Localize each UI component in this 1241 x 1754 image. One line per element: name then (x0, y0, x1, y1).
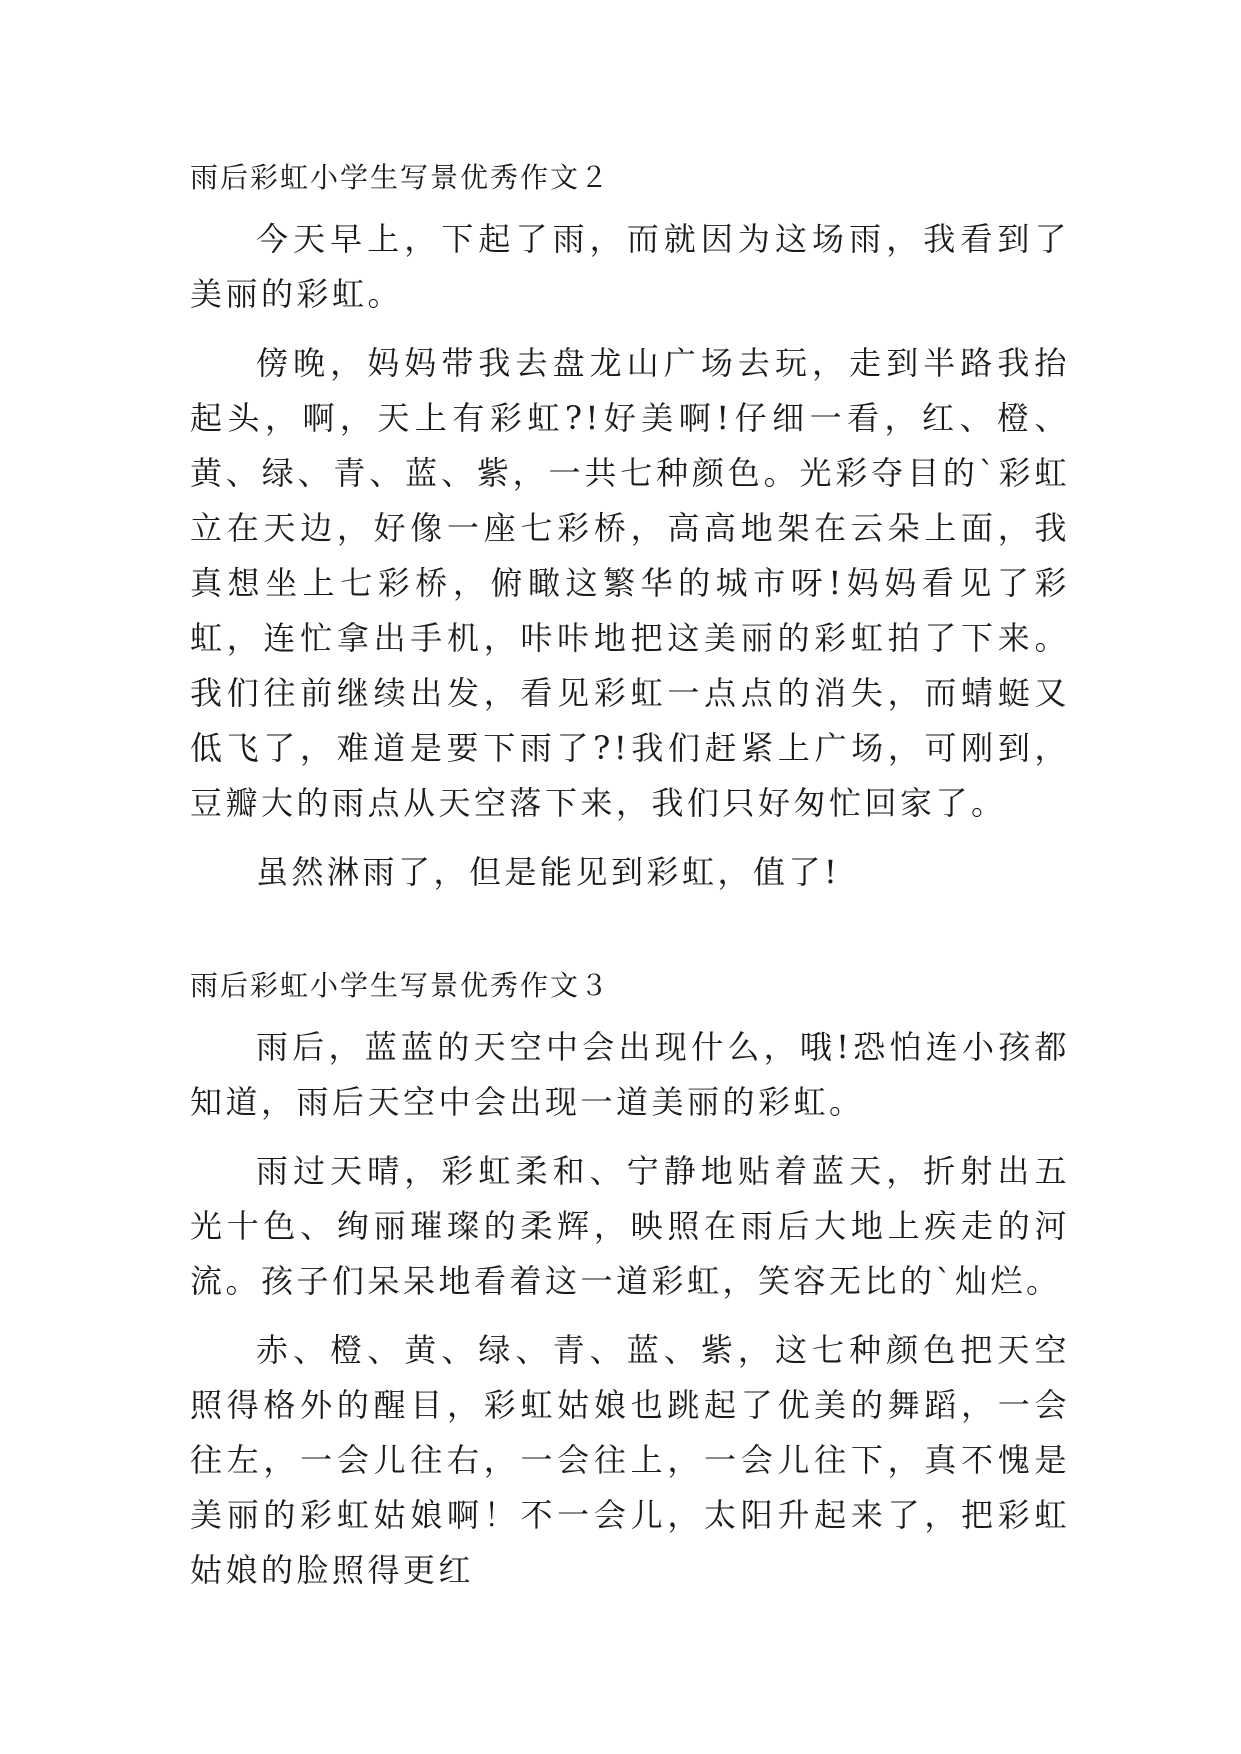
essay-section-2 (190, 158, 1070, 900)
essay-paragraph: 傍晚，妈妈带我去盘龙山广场去玩，走到半路我抬起头，啊，天上有彩虹?!好美啊!仔细一看，红、橙、黄、绿、青、蓝、紫，一共七种颜色。光彩夺目的`彩虹立在天边，好像一座七彩桥，高高地架在云朵上面，我真想坐上七彩桥，俯瞰这繁华的城市呀!妈妈看见了彩虹，连忙拿出手机，咔咔地把这美丽的彩虹拍了下来。我们往前继续出发，看见彩虹一点点的消失，而蜻蜓又低飞了，难道是要下雨了?!我们赶紧上广场，可刚到，豆瓣大的雨点从天空落下来，我们只好匆忙回家了。 (190, 344, 1070, 822)
essay-heading: 雨后彩虹小学生写景优秀作文３ (190, 969, 611, 1002)
essay-paragraph: 赤、橙、黄、绿、青、蓝、紫，这七种颜色把天空照得格外的醒目，彩虹姑娘也跳起了优美的舞蹈，一会往左，一会儿往右，一会往上，一会儿往下，真不愧是美丽的彩虹姑娘啊！不一会儿，太阳升起来了，把彩虹姑娘的脸照得更红 (190, 1331, 1070, 1589)
essay-paragraph: 虽然淋雨了，但是能见到彩虹，值了! (256, 853, 841, 891)
essay-section-3 (190, 966, 1070, 1598)
essay-paragraph: 雨过天晴，彩虹柔和、宁静地贴着蓝天，折射出五光十色、绚丽璀璨的柔辉，映照在雨后大地上疾走的河流。孩子们呆呆地看着这一道彩虹，笑容无比的`灿烂。 (190, 1152, 1070, 1300)
essay-heading: 雨后彩虹小学生写景优秀作文２ (190, 161, 611, 194)
essay-paragraph: 雨后，蓝蓝的天空中会出现什么，哦!恐怕连小孩都知道，雨后天空中会出现一道美丽的彩虹。 (190, 1028, 1070, 1121)
document-body (190, 158, 1070, 1598)
essay-paragraph: 今天早上，下起了雨，而就因为这场雨，我看到了美丽的彩虹。 (190, 220, 1070, 313)
